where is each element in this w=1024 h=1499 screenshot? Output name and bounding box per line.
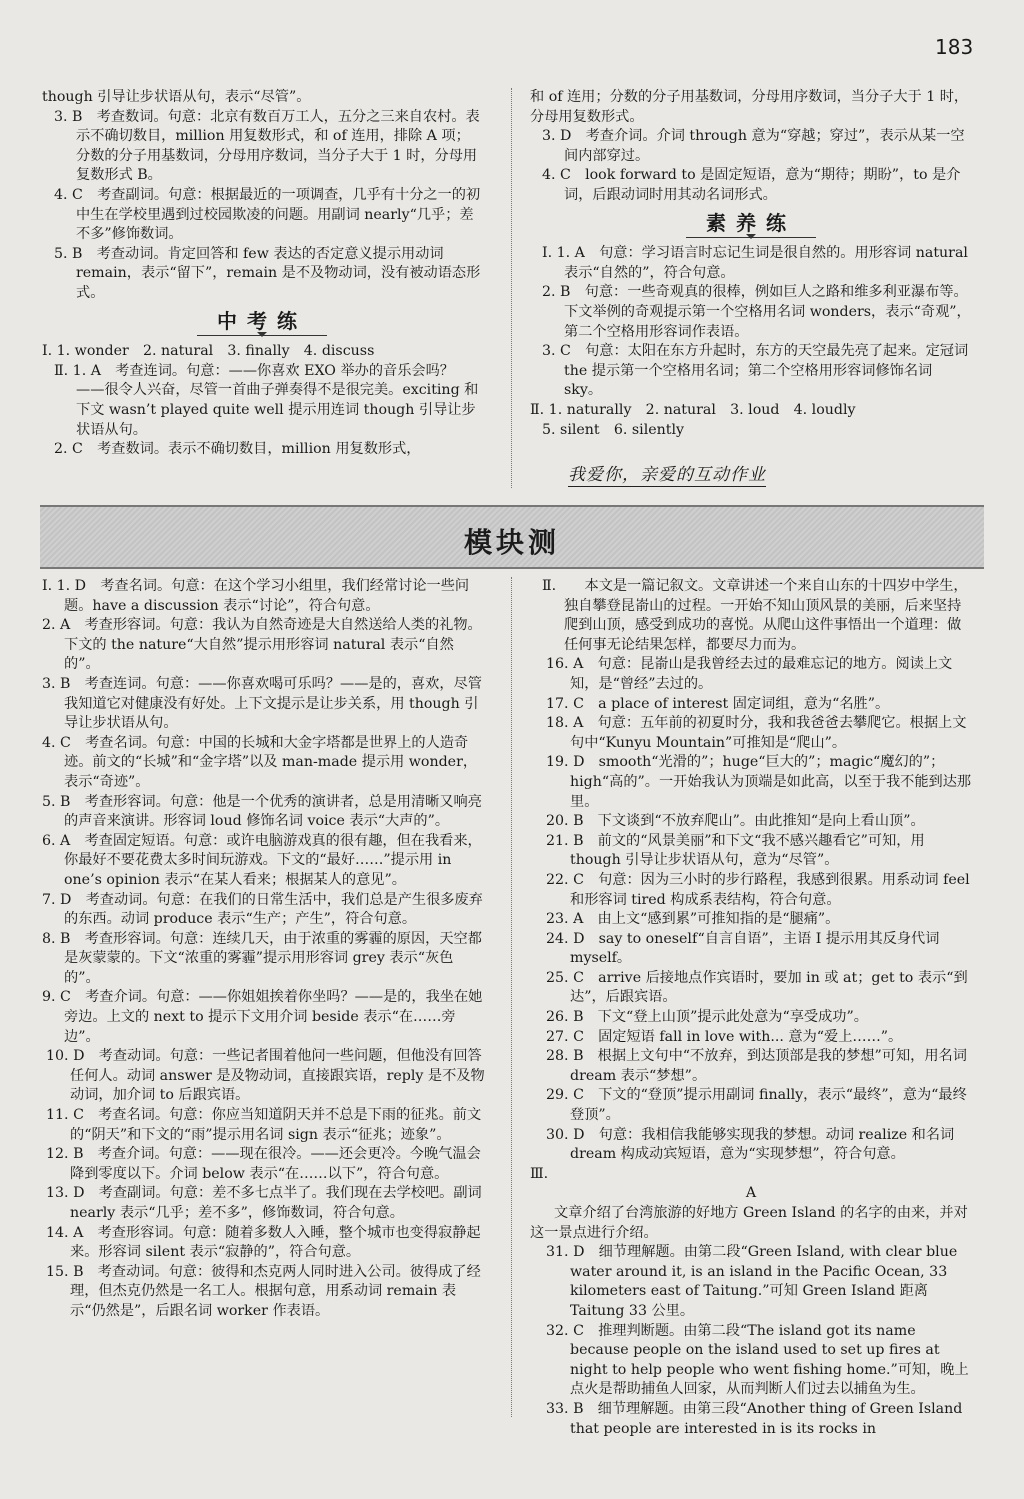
answer-line: 21. B 前文的“风景美丽”和下文“我不感兴趣看它”可知，用 though 引导让步状语从句，意为“尽管”。 [546, 832, 925, 869]
answer-line: 19. D smooth“光滑的”；huge“巨大的”；magic“魔幻的”；high“高的”。一开始我认为顶端是如此高，以至于我不能到达那里。 [546, 754, 972, 810]
answer-line: 4. C 考查副词。句意：根据最近的一项调查，几乎有十分之一的初中生在学校里遇到过校园欺凌的问题。用副词 nearly“几乎；差不多”修饰数词。 [54, 186, 481, 243]
answer-line: 32. C 推理判断题。由第二段“The island got its name because people on the island used to set up fires at night to help people who went fishing home.”可知，晚上点火是帮助捕鱼人回家，从而判断人们过去以捕鱼为生。 [546, 1322, 969, 1398]
answer-line: 3. B 考查数词。句意：北京有数百万工人，五分之三来自农村。表示不确切数目，million 用复数形式，和 of 连用，排除 A 项；分数的分子用基数词，分母用序数词，当分子大于 1 时，分母用复数形式 B。 [54, 108, 480, 184]
answer-line: 2. A 考查形容词。句意：我认为自然奇迹是大自然送给人类的礼物。下文的 the nature“大自然”提示用形容词 natural 表示“自然的”。 [42, 617, 482, 673]
answer-line: 28. B 根据上文句中“不放弃，到达顶部是我的梦想”可知，用名词 dream 表示“梦想”。 [546, 1048, 967, 1084]
answer-line: 5. silent 6. silently [542, 421, 685, 438]
answer-line: 17. C a place of interest 固定词组，意为“名胜”。 [546, 695, 890, 712]
answer-line: Ⅱ. 本文是一篇记叙文。文章讲述一个来自山东的十四岁中学生，独自攀登昆嵛山的过程。一开始不知山顶风景的美丽，后来坚持爬到山顶，感受到成功的喜悦。从爬山这件事悟出一个道理：做任何事无论结果怎样，都要尽力而为。 [542, 578, 968, 653]
suyang-answers [530, 244, 972, 440]
answer-line: 3. C 句意：太阳在东方升起时，东方的天空最先亮了起来。定冠词 the 提示第一个空格用名词；第二个空格用形容词修饰名词 sky。 [542, 343, 969, 399]
answer-line: 9. C 考查介词。句意：——你姐姐挨着你坐吗？——是的，我坐在她旁边。上文的 next to 提示下文用介词 beside 表示“在……旁边”。 [42, 989, 483, 1045]
answer-line: Ⅲ. [530, 1165, 549, 1182]
answer-line: 18. A 句意：五年前的初夏时分，我和我爸爸去攀爬它。根据上文句中“Kunyu Mountain”可推知是“爬山”。 [546, 715, 967, 751]
section-title-zhongkao: 中考练 [42, 312, 482, 337]
answer-line: 30. D 句意：我相信我能够实现我的梦想。动词 realize 和名词 dream 构成动宾短语，意为“实现梦想”，符合句意。 [546, 1126, 955, 1163]
answer-line: 26. B 下文“登上山顶”提示此处意为“享受成功”。 [546, 1009, 868, 1026]
answer-line: 2. B 句意：一些奇观真的很棒，例如巨人之路和维多利亚瀑布等。下文举例的奇观提示第一个空格用名词 wonders，表示“奇观”，第二个空格用形容词作表语。 [542, 284, 971, 340]
answer-line: 4. C 考查名词。句意：中国的长城和大金字塔都是世界上的人造奇迹。前文的“长城”和“金字塔”以及 man-made 提示用 wonder，表示“奇迹”。 [42, 734, 478, 790]
answer-line: though 引导让步状语从句，表示“尽管”。 [42, 89, 311, 105]
section-title-suyang: 素养练 [530, 214, 972, 239]
bottom-right-column [530, 577, 972, 1439]
page-number: 183 [935, 35, 974, 59]
bottom-left-column [30, 577, 485, 1322]
answer-line: 7. D 考查动词。句意：在我们的日常生活中，我们总是产生很多废弃的东西。动词 produce 表示“生产；产生”，符合句意。 [42, 891, 483, 928]
answer-line: Ⅱ. 1. naturally 2. natural 3. loud 4. loudly [530, 401, 856, 418]
module-test-part2-answers [530, 577, 972, 1439]
answer-line: 10. D 考查动词。句意：一些记者围着他问一些问题，但他没有回答任何人。动词 answer 是及物动词，直接跟宾语，reply 是不及物动词，加介词 to 后跟宾语。 [46, 1048, 485, 1104]
answer-line: Ⅰ. 1. D 考查名词。句意：在这个学习小组里，我们经常讨论一些问题。have a discussion 表示“讨论”，符合句意。 [42, 578, 470, 614]
answer-line: 5. B 考查动词。肯定回答和 few 表达的否定意义提示用动词 remain，表示“留下”，remain 是不及物动词，没有被动语态形式。 [54, 245, 481, 301]
answer-line: 11. C 考查名词。句意：你应当知道阴天并不总是下雨的征兆。前文的“阴天”和下文的“雨”提示用名词 sign 表示“征兆；迹象”。 [46, 1107, 482, 1143]
answer-line: 3. D 考查介词。介词 through 意为“穿越；穿过”，表示从某一空间内部穿过。 [542, 128, 965, 164]
answer-line: 13. D 考查副词。句意：差不多七点半了。我们现在去学校吧。副词 nearly 表示“几乎；差不多”，修饰数词，符合句意。 [46, 1185, 482, 1221]
answer-line: 2. C 考查数词。表示不确切数目，million 用复数形式， [54, 441, 421, 458]
module-test-title: 模块测 [463, 526, 560, 559]
answer-line: 24. D say to oneself“自言自语”，主语 I 提示用其反身代词 myself。 [546, 930, 940, 967]
answer-line: A [745, 1185, 757, 1202]
answer-line: 33. B 细节理解题。由第三段“Another thing of Green Island that people are interested in is its rocks in [546, 1400, 963, 1437]
module-test-banner [40, 505, 984, 569]
answer-line: 31. D 细节理解题。由第二段“Green Island, with clear blue water around it, is an island in the Pacific Ocean, 33 kilometers east of Taitung.”可知 Green Island 距离 Taitung 33 公里。 [546, 1244, 958, 1319]
answer-line: 3. B 考查连词。句意：——你喜欢喝可乐吗？——是的，喜欢，尽管我知道它对健康没有好处。上下文提示是让步关系，用 though 引导让步状语从句。 [42, 675, 482, 732]
top-right-answers [530, 88, 972, 206]
answer-line: 6. A 考查固定短语。句意：或许电脑游戏真的很有趣，但在我看来，你最好不要花费太多时间玩游戏。下文的“最好……”提示用 in one’s opinion 表示“在某人看来；根据某人的意见”。 [42, 832, 482, 888]
module-test-part1-answers [30, 577, 485, 1322]
answer-line: 5. B 考查形容词。句意：他是一个优秀的演讲者，总是用清晰又响亮的声音来演讲。形容词 loud 修饰名词 voice 表示“大声的”。 [42, 793, 482, 830]
answer-line: 20. B 下文谈到“不放弃爬山”。由此推知“是向上看山顶”。 [546, 813, 925, 830]
zhongkao-answers [42, 342, 482, 460]
answer-line: 和 of 连用；分数的分子用基数词，分母用序数词，当分子大于 1 时，分母用复数形式。 [530, 89, 969, 125]
column-divider-bottom [511, 577, 512, 1417]
answer-line: 25. C arrive 后接地点作宾语时，要加 in 或 at；get to 表示“到达”，后跟宾语。 [546, 969, 968, 1006]
answer-line: 27. C 固定短语 fall in love with... 意为“爱上……”。 [546, 1028, 903, 1045]
answer-line: 12. B 考查介词。句意：——现在很冷。——还会更冷。今晚气温会降到零度以下。介词 below 表示“在……以下”，符合句意。 [46, 1146, 481, 1182]
answer-line: 文章介绍了台湾旅游的好地方 Green Island 的名字的由来，并对这一景点进行介绍。 [530, 1205, 968, 1241]
answer-line: 8. B 考查形容词。句意：连续几天，由于浓重的雾霾的原因，天空都是灰蒙蒙的。下文“浓重的雾霾”提示用形容词 grey 表示“灰色的”。 [42, 930, 482, 986]
answer-line: 4. C look forward to 是固定短语，意为“期待；期盼”，to 是介词，后跟动词时用其动名词形式。 [542, 167, 961, 203]
top-left-column [42, 88, 482, 460]
answer-line: Ⅱ. 1. A 考查连词。句意：——你喜欢 EXO 举办的音乐会吗？——很令人兴奋，尽管一首曲子弹奏得不是很完美。exciting 和下文 wasn’t played quite well 提示用连词 though 引导让步状语从句。 [54, 362, 479, 438]
column-divider-top [511, 88, 512, 488]
answer-line: 22. C 句意：因为三小时的步行路程，我感到很累。用系动词 feel 和形容词 tired 构成系表结构，符合句意。 [546, 871, 970, 908]
answer-line: Ⅰ. 1. wonder 2. natural 3. finally 4. discuss [42, 343, 375, 360]
answer-line: 15. B 考查动词。句意：彼得和杰克两人同时进入公司。彼得成了经理，但杰克仍然是一名工人。根据句意，用系动词 remain 表示“仍然是”，后跟名词 worker 作表语。 [46, 1263, 481, 1319]
answer-line: 16. A 句意：昆嵛山是我曾经去过的最难忘记的地方。阅读上文知，是“曾经”去过的。 [546, 656, 953, 692]
answer-line: 23. A 由上文“感到累”可推知指的是“腿痛”。 [546, 911, 840, 928]
answer-line: 14. A 考查形容词。句意：随着多数人入睡，整个城市也变得寂静起来。形容词 silent 表示“寂静的”，符合句意。 [46, 1224, 481, 1261]
top-right-column [530, 88, 972, 440]
top-left-answers [42, 88, 482, 304]
handwritten-note: 我爱你，亲爱的互动作业 [568, 460, 766, 485]
answer-line: 29. C 下文的“登顶”提示用副词 finally，表示“最终”，意为“最终登顶”。 [546, 1087, 967, 1124]
answer-line: Ⅰ. 1. A 句意：学习语言时忘记生词是很自然的。用形容词 natural 表示“自然的”，符合句意。 [542, 245, 968, 281]
